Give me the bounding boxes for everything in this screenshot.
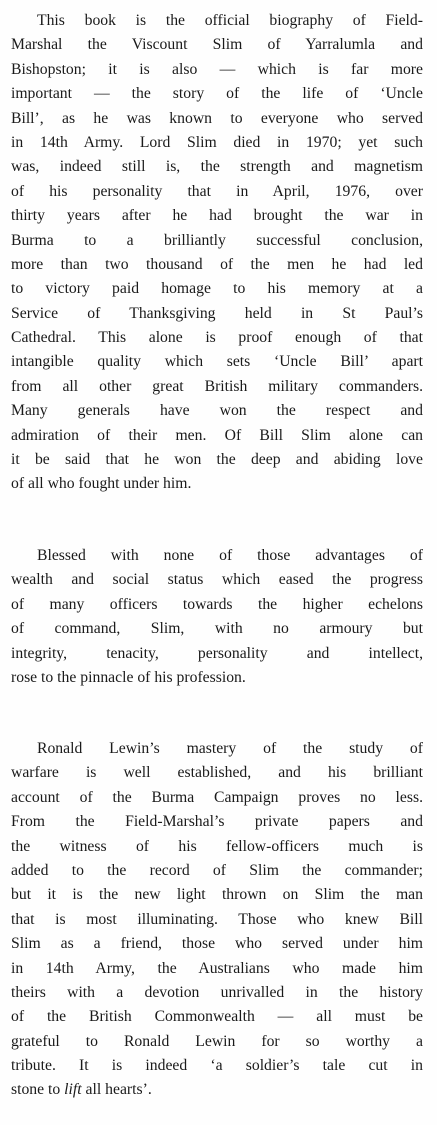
text-line: tribute. It is indeed ‘a soldier’s tale cut in — [11, 1057, 423, 1075]
text-line: theirs with a devotion unrivalled in the history — [11, 983, 423, 1001]
text-line: intangible quality which sets ‘Uncle Bill’ apart — [11, 353, 423, 371]
text-line: added to the record of Slim the commander; — [11, 861, 423, 879]
text-line: the witness of his fellow-officers much is — [11, 837, 423, 855]
paragraph-3 — [11, 737, 423, 1103]
text-line: of all who fought under him. — [11, 475, 192, 493]
text-line: in 14th Army, the Australians who made him — [11, 959, 423, 977]
text-line: admiration of their men. Of Bill Slim alone can — [11, 426, 423, 444]
text-fragment: all hearts’. — [81, 1081, 152, 1099]
text-line: important — the story of the life of ‘Uncle — [11, 85, 423, 103]
text-line: account of the Burma Campaign proves no less. — [11, 788, 423, 806]
text-line: Cathedral. This alone is proof enough of that — [11, 329, 423, 347]
text-line: was, indeed still is, the strength and magnetism — [11, 158, 423, 176]
text-line: warfare is well established, and his brilliant — [11, 764, 423, 782]
text-line: of the British Commonwealth — all must be — [11, 1008, 423, 1026]
text-line: integrity, tenacity, personality and intellect, — [11, 644, 423, 662]
text-line: Bishopston; it is also — which is far more — [11, 60, 423, 78]
text-line: more than two thousand of the men he had led — [11, 255, 423, 273]
text-line: of many officers towards the higher echelons — [11, 595, 423, 613]
text-line: in 14th Army. Lord Slim died in 1970; yet such — [11, 133, 423, 151]
text-line: This book is the official biography of Field- — [37, 12, 423, 29]
text-line: from all other great British military commanders. — [11, 377, 423, 395]
text-fragment: stone to — [11, 1081, 65, 1099]
text-line-final — [11, 1078, 423, 1102]
paragraph-1 — [11, 9, 423, 497]
text-line: that is most illuminating. Those who knew Bill — [11, 910, 423, 928]
text-line: it be said that he won the deep and abiding love — [11, 451, 423, 469]
text-line: Bill’, as he was known to everyone who served — [11, 109, 423, 127]
text-line: to victory paid homage to his memory at a — [11, 280, 423, 298]
text-line: but it is the new light thrown on Slim the man — [11, 886, 423, 904]
text-line: Blessed with none of those advantages of — [37, 547, 423, 564]
text-line: rose to the pinnacle of his profession. — [11, 668, 246, 686]
text-line: Ronald Lewin’s mastery of the study of — [37, 740, 423, 757]
paragraph-2 — [11, 544, 423, 690]
text-line: Slim as a friend, those who served under him — [11, 935, 423, 953]
text-line: of his personality that in April, 1976, over — [11, 182, 423, 200]
text-line: From the Field-Marshal’s private papers and — [11, 813, 423, 831]
text-line: Many generals have won the respect and — [11, 402, 423, 420]
text-line: wealth and social status which eased the progress — [11, 571, 423, 589]
text-line: Marshal the Viscount Slim of Yarralumla and — [11, 36, 423, 54]
text-line: Burma to a brilliantly successful conclusion, — [11, 231, 423, 249]
text-line: of command, Slim, with no armoury but — [11, 620, 423, 638]
text-line: Service of Thanksgiving held in St Paul’s — [11, 304, 423, 322]
text-line: thirty years after he had brought the war in — [11, 207, 423, 225]
italic-word: lift — [64, 1081, 82, 1099]
text-line: grateful to Ronald Lewin for so worthy a — [11, 1032, 423, 1050]
